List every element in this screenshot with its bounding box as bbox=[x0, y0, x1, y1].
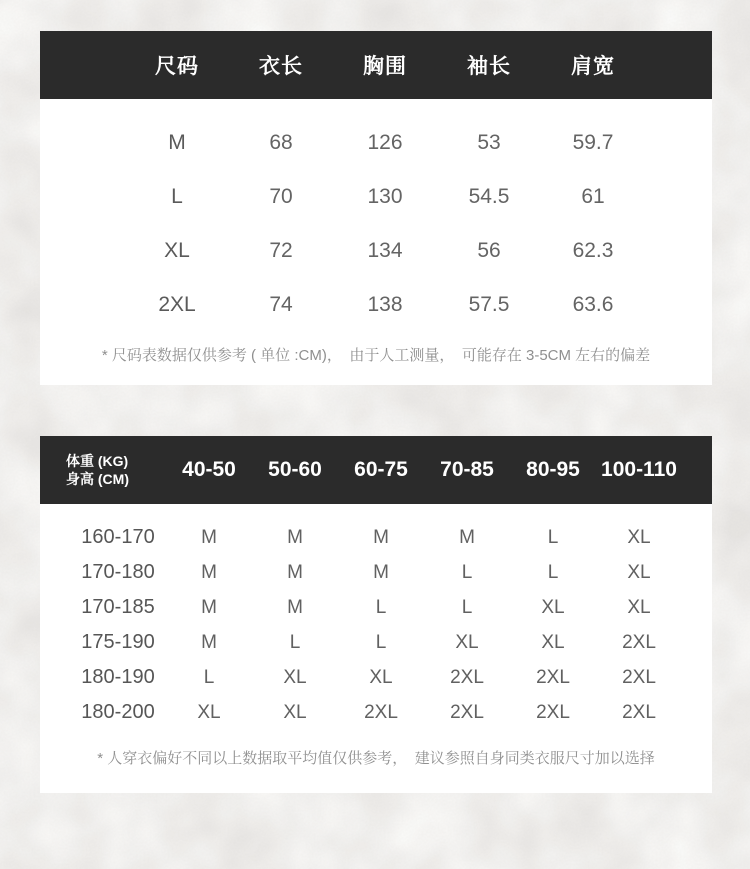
length-cell: 74 bbox=[269, 293, 293, 316]
recommended-size-cell: XL bbox=[541, 631, 565, 653]
chest-cell: 130 bbox=[367, 185, 403, 208]
recommended-size-cell: L bbox=[547, 526, 559, 548]
size-cell: XL bbox=[164, 239, 190, 262]
recommended-size-cell: M bbox=[201, 561, 217, 583]
fit-table-header-row bbox=[40, 436, 712, 504]
height-range-label: 180-200 bbox=[81, 701, 155, 723]
size-table-header-row bbox=[40, 31, 712, 99]
chest-cell: 126 bbox=[367, 131, 403, 154]
height-range-label: 175-190 bbox=[81, 631, 155, 653]
weight-range-header: 40-50 bbox=[182, 458, 236, 481]
recommended-size-cell: M bbox=[287, 596, 303, 618]
table-row bbox=[40, 224, 712, 278]
recommended-size-cell: M bbox=[459, 526, 475, 548]
recommended-size-cell: M bbox=[201, 596, 217, 618]
recommended-size-cell: XL bbox=[197, 701, 221, 723]
fit-table-card bbox=[40, 436, 712, 793]
recommended-size-cell: 2XL bbox=[622, 666, 656, 688]
size-table-card bbox=[40, 31, 712, 385]
fit-table-note: * 人穿衣偏好不同以上数据取平均值仅供参考， 建议参照自身同类衣服尺寸加以选择 bbox=[97, 750, 655, 767]
recommended-size-cell: L bbox=[375, 596, 387, 618]
recommended-size-cell: M bbox=[373, 526, 389, 548]
shoulder-cell: 63.6 bbox=[572, 293, 614, 316]
table-row bbox=[40, 116, 712, 170]
height-range-label: 160-170 bbox=[81, 526, 155, 548]
recommended-size-cell: L bbox=[547, 561, 559, 583]
recommended-size-cell: M bbox=[201, 526, 217, 548]
height-unit-label: 身高 (CM) bbox=[66, 471, 129, 487]
weight-range-header: 60-75 bbox=[354, 458, 408, 481]
recommended-size-cell: 2XL bbox=[450, 666, 484, 688]
shoulder-cell: 62.3 bbox=[572, 239, 614, 262]
size-cell: M bbox=[168, 131, 186, 154]
table-row bbox=[40, 590, 712, 625]
recommended-size-cell: 2XL bbox=[364, 701, 398, 723]
sleeve-cell: 57.5 bbox=[468, 293, 510, 316]
recommended-size-cell: XL bbox=[283, 666, 307, 688]
recommended-size-cell: XL bbox=[541, 596, 565, 618]
size-table-header-length: 衣长 bbox=[259, 55, 303, 78]
size-table-header-shoulder: 肩宽 bbox=[571, 55, 615, 78]
size-table-note: * 尺码表数据仅供参考 ( 单位 :CM)， 由于人工测量， 可能存在 3-5CM 左右的偏差 bbox=[101, 347, 651, 364]
recommended-size-cell: 2XL bbox=[536, 666, 570, 688]
weight-unit-label: 体重 (KG) bbox=[66, 453, 129, 469]
length-cell: 72 bbox=[269, 239, 293, 262]
chest-cell: 138 bbox=[367, 293, 403, 316]
shoulder-cell: 61 bbox=[581, 185, 605, 208]
height-range-label: 170-180 bbox=[81, 561, 155, 583]
recommended-size-cell: XL bbox=[627, 526, 651, 548]
table-row bbox=[40, 555, 712, 590]
recommended-size-cell: 2XL bbox=[622, 631, 656, 653]
size-table-header-size: 尺码 bbox=[155, 55, 199, 78]
length-cell: 68 bbox=[269, 131, 293, 154]
chest-cell: 134 bbox=[367, 239, 403, 262]
length-cell: 70 bbox=[269, 185, 293, 208]
sleeve-cell: 54.5 bbox=[468, 185, 510, 208]
weight-range-header: 100-110 bbox=[601, 458, 677, 481]
recommended-size-cell: XL bbox=[455, 631, 479, 653]
recommended-size-cell: XL bbox=[627, 596, 651, 618]
recommended-size-cell: M bbox=[373, 561, 389, 583]
recommended-size-cell: L bbox=[289, 631, 301, 653]
recommended-size-cell: M bbox=[201, 631, 217, 653]
size-cell: L bbox=[171, 185, 183, 208]
size-table-header-sleeve: 袖长 bbox=[467, 55, 511, 78]
recommended-size-cell: XL bbox=[627, 561, 651, 583]
recommended-size-cell: M bbox=[287, 526, 303, 548]
recommended-size-cell: L bbox=[461, 596, 473, 618]
table-row bbox=[40, 625, 712, 660]
sleeve-cell: 53 bbox=[477, 131, 501, 154]
table-row bbox=[40, 660, 712, 695]
recommended-size-cell: XL bbox=[283, 701, 307, 723]
height-range-label: 180-190 bbox=[81, 666, 155, 688]
size-table-body bbox=[40, 99, 712, 332]
shoulder-cell: 59.7 bbox=[572, 131, 614, 154]
recommended-size-cell: L bbox=[461, 561, 473, 583]
recommended-size-cell: 2XL bbox=[622, 701, 656, 723]
recommended-size-cell: XL bbox=[369, 666, 393, 688]
recommended-size-cell: 2XL bbox=[536, 701, 570, 723]
fit-table-body bbox=[40, 504, 712, 730]
table-row bbox=[40, 520, 712, 555]
recommended-size-cell: L bbox=[375, 631, 387, 653]
recommended-size-cell: L bbox=[203, 666, 215, 688]
weight-range-header: 50-60 bbox=[268, 458, 322, 481]
fit-table-corner-label bbox=[40, 452, 166, 488]
sleeve-cell: 56 bbox=[477, 239, 501, 262]
size-cell: 2XL bbox=[158, 293, 196, 316]
height-range-label: 170-185 bbox=[81, 596, 155, 618]
weight-range-header: 80-95 bbox=[526, 458, 580, 481]
recommended-size-cell: 2XL bbox=[450, 701, 484, 723]
table-row bbox=[40, 278, 712, 332]
table-row bbox=[40, 695, 712, 730]
table-row bbox=[40, 170, 712, 224]
size-table-header-chest: 胸围 bbox=[363, 55, 407, 78]
weight-range-header: 70-85 bbox=[440, 458, 494, 481]
recommended-size-cell: M bbox=[287, 561, 303, 583]
